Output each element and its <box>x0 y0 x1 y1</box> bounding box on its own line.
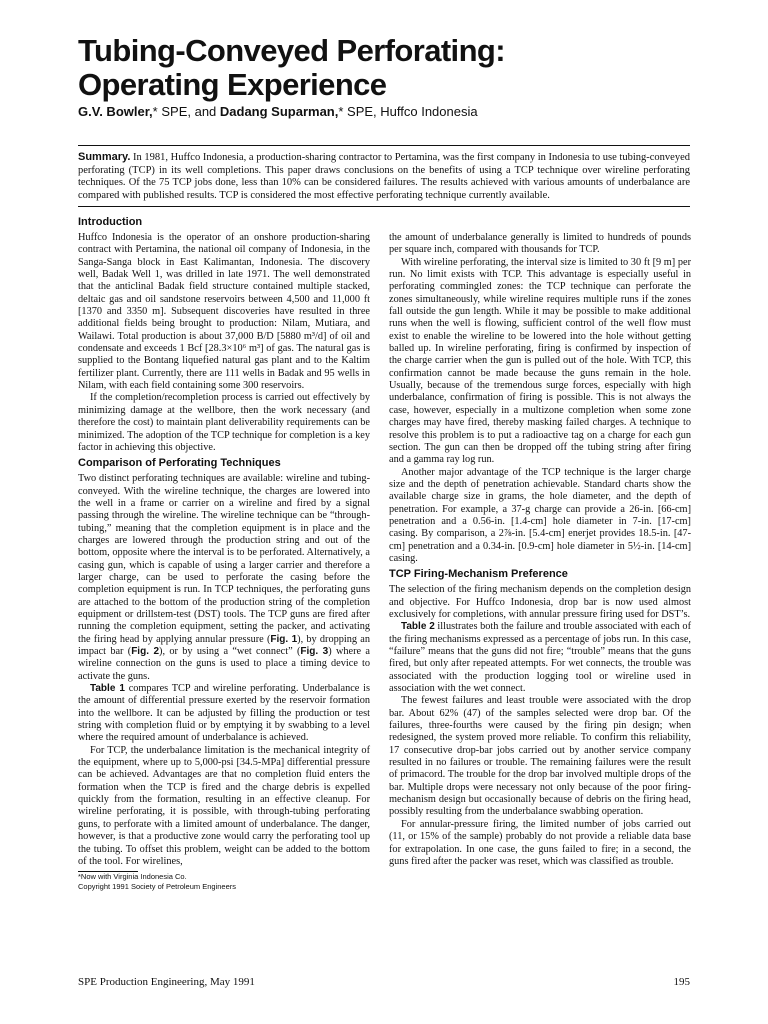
paragraph <box>389 621 691 695</box>
paragraph: The selection of the firing mechanism depends on the completion design and objective. For Huffco Indonesia, drop bar is now used almost exclusively for completions, with annular pressure firing used for DST’s. <box>389 584 691 620</box>
table-reference: Table 1 <box>90 683 125 695</box>
paragraph: For annular-pressure firing, the limited number of jobs carried out (11, or 15% of the sample) probably do not provide a reliable data base for extrapolation. In one case, the guns failed to fire; in a second, the guns fired after the packer was reset, which was classified as trouble. <box>389 818 691 867</box>
journal-footer: SPE Production Engineering, May 1991 <box>78 976 255 988</box>
paragraph: The fewest failures and least trouble were associated with the drop bar. About 62% (47) of the samples selected were drop bar. Of the failures, three-fourths were caused by the firing pin design; when redesigned, the system proved more reliable. To confirm this reliability, 17 consecutive drop-bar jobs carried out by another service company resulted in no failures or trouble. The remaining failures were the result of primacord. The trouble for the drop bar involved multiple drops of the bar. Multiple drops were necessary not only because of the poor firing-mechanism design but occasionally because of debris on the firing head, possibly resulting from the underbalance swabbing operation. <box>389 695 691 818</box>
paragraph <box>78 683 370 745</box>
paragraph: the amount of underbalance generally is limited to hundreds of pounds per square inch, compared with thousands for TCP. <box>389 232 691 256</box>
paragraph: For TCP, the underbalance limitation is the mechanical integrity of the equipment, where up to 5,000-psi [34.5-MPa] differential pressure can be achieved. Advantages are that no completion fluid enters the formation when the TCP is fired and the charge debris is expelled quickly from the formation, resulting in an effective cleanup. For wireline perforating, it is possible, with through-tubing perforating guns, to perforate with a limited amount of underbalance. The danger, however, is that a productive zone would carry the perforating tool up the tubing. To offset this problem, weight can be added to the bottom of the tool. For wirelines, <box>78 744 370 867</box>
section-heading-firing-mechanism: TCP Firing-Mechanism Preference <box>389 568 568 581</box>
paragraph: Another major advantage of the TCP technique is the larger charge size and the depth of penetration achievable. Standard charts show the available charge size in grams, the hole diameter, and the depth of penetration. For example, a 37-g charge can provide a 26-in. [66-cm] penetration and a 0.56-in. [1.4-cm] hole diameter in 7-in. [17-cm] casing. By comparison, a 2⅞-in. [5.4-cm] enerjet provides 18.5-in. [47-cm] penetration and a 0.34-in. [0.9-cm] hole diameter in 5½-in. [14-cm] casing. <box>389 466 691 564</box>
author-1-affiliation: SPE, and <box>157 104 220 119</box>
author-footnote: *Now with Virginia Indonesia Co. <box>78 872 187 882</box>
paragraph: With wireline perforating, the interval size is limited to 30 ft [9 m] per run. No limit exists with TCP. This advantage is especially useful in perforating commingled zones: the TCP technique can perforate the zones simultaneously, while wireline requires multiple runs if the zones fall outside the gun length. While it may be possible to make additional runs when the well is flowing, sufficient control of the well flow must exist to enable the wireline to be lowered into the hole without getting balled up. In wireline perforating, firing is confirmed by inspection of the charge carrier when the gun is pulled out of the hole. With TCP, this confirmation cannot be made because the guns remain in the hole. Usually, because of the tremendous surge forces, especially with high underbalance, confirmation of firing is possible. This is not always the case, however, especially in a multizone completion when some zone charges may have fired, thereby masking failed charges. A technique to resolve this problem is to put a radioactive tag on a charge for each gun section. The gun can then be dropped off the tubing string after firing and a gamma ray log run. <box>389 256 691 466</box>
page-number: 195 <box>673 976 690 988</box>
paragraph <box>78 473 370 683</box>
figure-reference: Fig. 1 <box>270 633 298 645</box>
author-2-affiliation: SPE, Huffco Indonesia <box>343 104 478 119</box>
author-2-marker: * <box>338 104 344 119</box>
figure-reference: Fig. 2 <box>131 646 160 657</box>
section-heading-comparison: Comparison of Perforating Techniques <box>78 457 281 470</box>
table-reference: Table 2 <box>401 621 435 633</box>
paragraph-text: ), or by using a “wet connect” ( <box>159 646 301 657</box>
paragraph: If the completion/recompletion process is carried out effectively by minimizing damage at the wellbore, then the work necessary (and therefore the cost) to maintain plant deliverability requirements can be minimized. The adoption of the TCP technique for completion is a key factor in achieving this objective. <box>78 392 370 453</box>
paragraph-text: Two distinct perforating techniques are available: wireline and tubing-conveyed. With the wireline technique, the charges are lowered into the well in a frame or carrier on a wireline and fired by a signal passing through the wireline. The wireline technique can be “through-tubing,” meaning that the completion equipment is in place and the charges are lowered through the production string and out of the bottom, opposite where the interval is to be perforated. Alternatively, a casing gun, which is capable of using a larger carrier and therefore a larger charge, can be used to perforate the casing before the completion equipment is run. In TCP techniques, the perforating guns are attached to the bottom of the production string of the completion equipment or drillstem-test (DST) tools. The TCP guns are fired after running the completion equipment, setting the packer, and activating the firing head by applying annular pressure ( <box>78 473 370 645</box>
summary-bottom-rule <box>78 206 690 207</box>
section-heading-introduction: Introduction <box>78 216 143 228</box>
paragraph-text: ) where a wireline connection on the guns is used to place a timing device to activate the guns. <box>78 646 370 682</box>
paragraph: Huffco Indonesia is the operator of an onshore production-sharing contract with Pertamina, the national oil company of Indonesia, in the Sanga-Sanga block in East Kalimantan, Indonesia. The discovery well, Badak Well 1, was drilled in late 1971. The well demonstrated that the anticlinal Badak field structure contained multiple stacked, deltaic gas and oil sandstone reservoirs between 4,500 and 11,000 ft [1370 and 3350 m]. Subsequent discoveries have resulted in three additional fields being brought to production: Nilam, Mutiara, and Wailawi. Total production is about 37,000 B/D [5880 m³/d] of oil and condensate and exceeds 1 Bcf [28.3×10⁶ m³] of gas. The natural gas is supplied to the Bontang liquefied natural gas plant and to the Kaltim fertilizer plant. Currently, there are 111 wells in Badak and 95 wells in Nilam, with each field containing some 300 reservoirs. <box>78 232 370 392</box>
author-1-marker: * <box>152 104 158 119</box>
summary-block <box>78 151 690 202</box>
title-line-1: Tubing-Conveyed Perforating: <box>78 33 505 68</box>
copyright-notice: Copyright 1991 Society of Petroleum Engineers <box>78 882 237 892</box>
right-column <box>389 232 691 868</box>
left-column <box>78 216 370 892</box>
title-line-2: Operating Experience <box>78 67 387 102</box>
paragraph-text: illustrates both the failure and trouble associated with each of the firing mechanisms expressed as a percentage of jobs run. In this case, “failure” means that the guns did not fire; “trouble” means that the guns fired, but only after repeated attempts. For wet connects, the trouble was associated with the production logging tool or wireline used in association with the wet connect. <box>389 621 692 695</box>
paragraph-text: compares TCP and wireline perforating. Underbalance is the amount of differential pressure exerted by the reservoir formation into the wellbore. It can be adjusted by filling the production or test string with completion fluid or by emptying it by swabbing to a level where the required amount of underbalance is achieved. <box>78 683 371 744</box>
author-1-name: G.V. Bowler, <box>78 104 153 119</box>
summary-top-rule <box>78 145 690 146</box>
summary-heading: Summary. <box>78 151 131 163</box>
paper-title <box>78 34 718 102</box>
summary-text: In 1981, Huffco Indonesia, a production-sharing contractor to Pertamina, was the first company in Indonesia to use tubing-conveyed perforating (TCP) in its well completions. This paper draws conclusions on the benefits of using a TCP technique over wireline perforating techniques. Of the 75 TCP jobs done, less than 10% can be considered failures. The results achieved with various amounts of underbalance are compared with published results. TCP is considered the most effective perforating technique currently available. <box>78 152 690 201</box>
figure-reference: Fig. 3 <box>300 646 329 657</box>
author-2-name: Dadang Suparman, <box>219 104 339 119</box>
paragraph-text: ), by dropping an impact bar ( <box>78 633 370 657</box>
author-line <box>78 104 718 120</box>
